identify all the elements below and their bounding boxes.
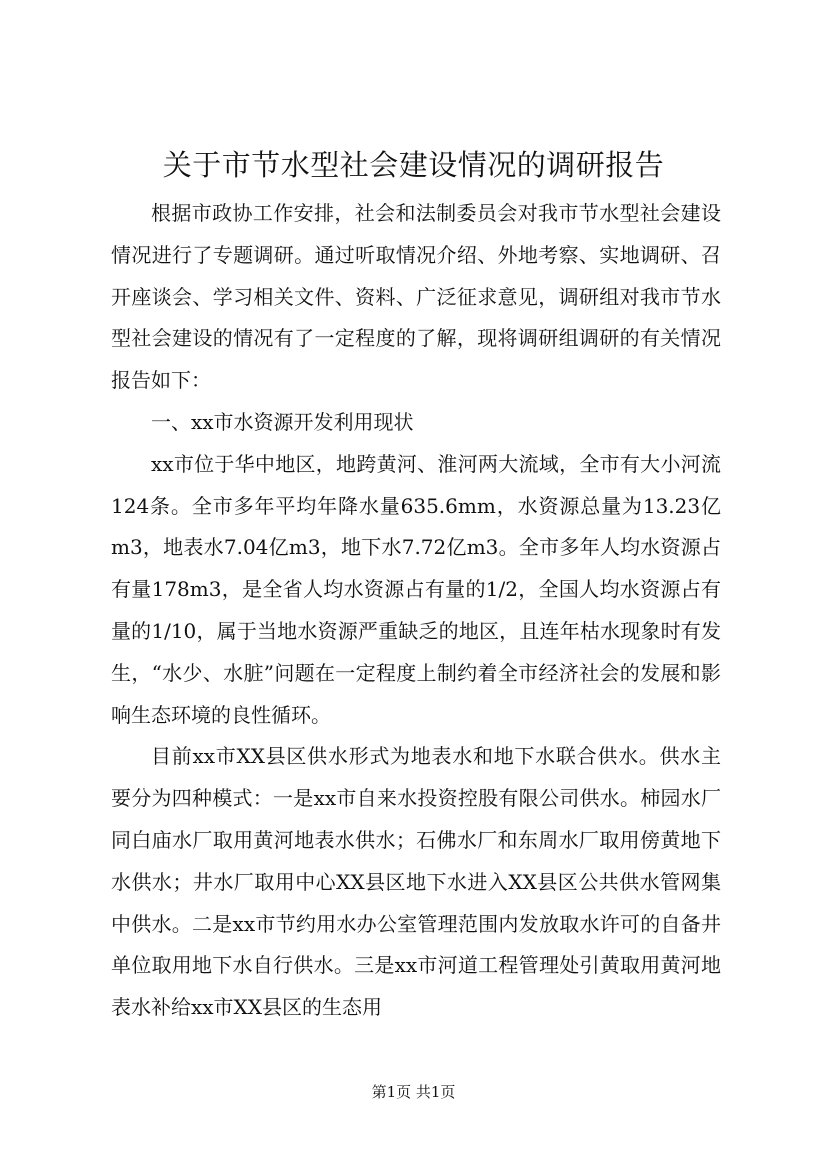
paragraph-water-supply: 目前xx市XX县区供水形式为地表水和地下水联合供水。供水主要分为四种模式：一是xx市自来水投资控股有限公司供水。柿园水厂同白庙水厂取用黄河地表水供水；石佛水厂和东周水厂取用傍黄地下水供水；井水厂取用中心XX县区地下水进入XX县区公共供水管网集中供水。二是xx市节约用水办公室管理范围内发放取水许可的自备井单位取用地下水自行供水。三是xx市河道工程管理处引黄取用黄河地表水补给xx市XX县区的生态用 xyxy=(111,744,721,1020)
document-body xyxy=(111,193,721,1029)
paragraph-water-resources: xx市位于华中地区，地跨黄河、淮河两大流域，全市有大小河流124条。全市多年平均年降水量635.6mm，水资源总量为13.23亿m3，地表水7.04亿m3，地下水7.72亿m3。全市多年人均水资源占有量178m3，是全省人均水资源占有量的1/2，全国人均水资源占有量的1/10，属于当地水资源严重缺乏的地区，且连年枯水现象时有发生，“水少、水脏”问题在一定程度上制约着全市经济社会的发展和影响生态环境的良性循环。 xyxy=(111,451,721,727)
page-number: 第1页 共1页 xyxy=(371,1083,456,1101)
document-title: 关于市节水型社会建设情况的调研报告 xyxy=(162,148,665,182)
paragraph-intro: 根据市政协工作安排，社会和法制委员会对我市节水型社会建设情况进行了专题调研。通过听取情况介绍、外地考察、实地调研、召开座谈会、学习相关文件、资料、广泛征求意见，调研组对我市节水型社会建设的情况有了一定程度的了解，现将调研组调研的有关情况报告如下： xyxy=(111,201,721,393)
section-heading: 一、xx市水资源开发利用现状 xyxy=(151,409,414,434)
